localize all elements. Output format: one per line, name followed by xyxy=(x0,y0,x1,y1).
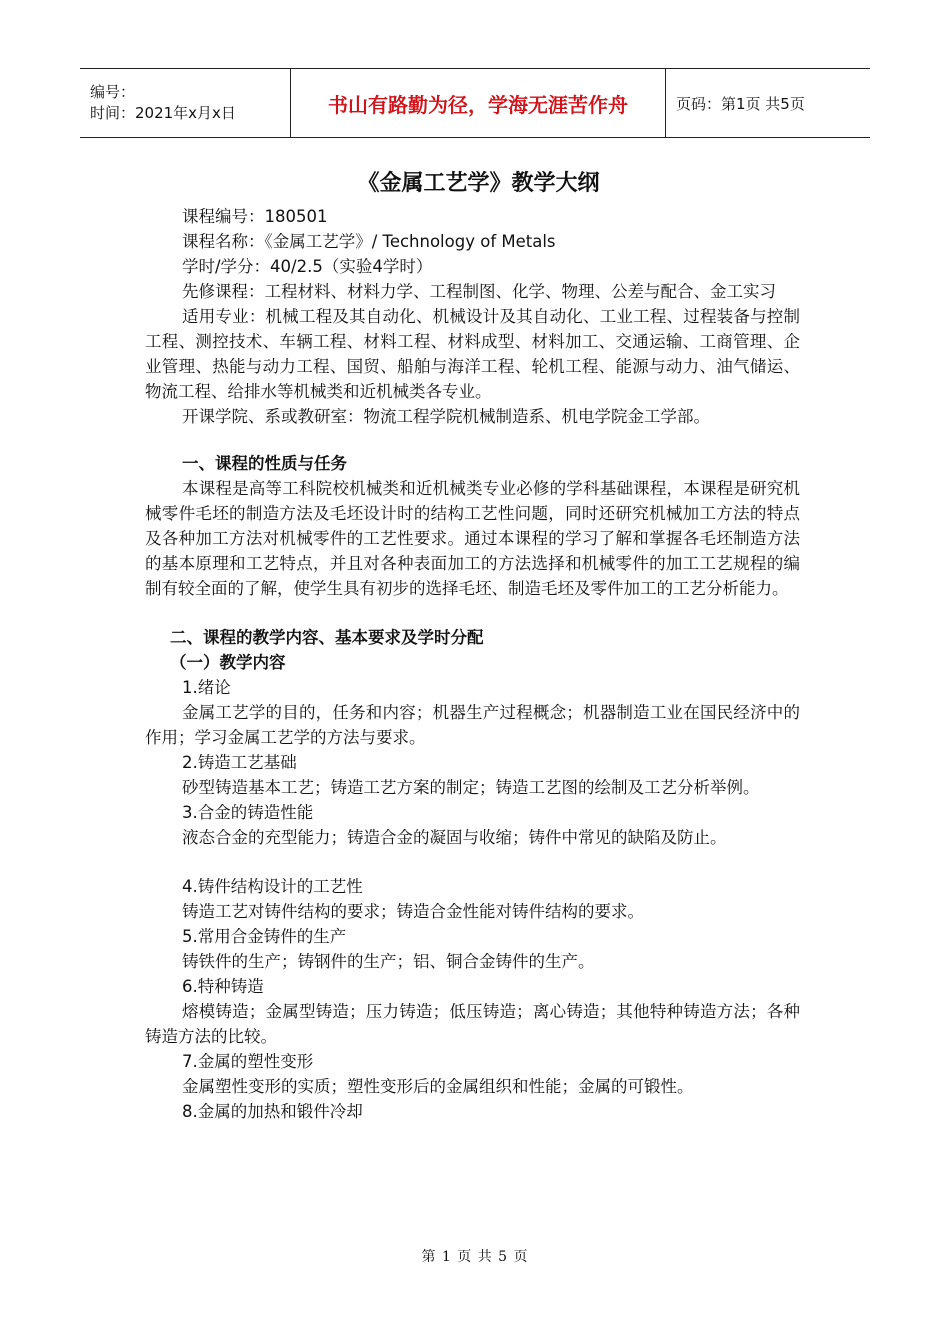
item-title: 7.金属的塑性变形 xyxy=(182,1052,314,1071)
item-body: 铸铁件的生产；铸钢件的生产；铝、铜合金铸件的生产。 xyxy=(182,952,595,971)
item-title: 4.铸件结构设计的工艺性 xyxy=(182,877,363,896)
item-title: 3.合金的铸造性能 xyxy=(182,803,314,822)
course-hours: 学时/学分：40/2.5（实验4学时） xyxy=(182,257,433,276)
item-body: 熔模铸造；金属型铸造；压力铸造；低压铸造；离心铸造；其他特种铸造方法；各种铸造方法的比较。 xyxy=(145,1002,800,1046)
course-majors: 适用专业：机械工程及其自动化、机械设计及其自动化、工业工程、过程装备与控制工程、测控技术、车辆工程、材料工程、材料成型、材料加工、交通运输、工商管理、企业管理、热能与动力工程、国贸、船舶与海洋工程、轮机工程、能源与动力、油气储运、物流工程、给排水等机械类和近机械类各专业。 xyxy=(145,307,800,401)
page-title: 《金属工艺学》教学大纲 xyxy=(357,171,600,196)
item-body: 砂型铸造基本工艺；铸造工艺方案的制定；铸造工艺图的绘制及工艺分析举例。 xyxy=(182,778,760,797)
item-title: 6.特种铸造 xyxy=(182,977,264,996)
header-left-cell xyxy=(80,69,291,137)
course-code: 课程编号：180501 xyxy=(182,207,328,226)
course-prerequisites: 先修课程：工程材料、材料力学、工程制图、化学、物理、公差与配合、金工实习 xyxy=(182,282,776,301)
item-title: 2.铸造工艺基础 xyxy=(182,753,297,772)
spacer xyxy=(145,429,800,451)
spacer xyxy=(145,850,800,874)
item-body: 液态合金的充型能力；铸造合金的凝固与收缩；铸件中常见的缺陷及防止。 xyxy=(182,828,727,847)
date-label: 时间：2021年x月x日 xyxy=(90,104,236,122)
item-body: 铸造工艺对铸件结构的要求；铸造合金性能对铸件结构的要求。 xyxy=(182,902,644,921)
section-heading-1: 一、课程的性质与任务 xyxy=(182,454,347,473)
header-page-label: 页码：第1页 共5页 xyxy=(676,94,805,113)
spacer xyxy=(145,601,800,625)
item-body: 金属工艺学的目的，任务和内容；机器生产过程概念；机器制造工业在国民经济中的作用；学习金属工艺学的方法与要求。 xyxy=(145,703,800,747)
item-title: 5.常用合金铸件的生产 xyxy=(182,927,347,946)
serial-label: 编号： xyxy=(90,83,136,101)
item-body: 金属塑性变形的实质；塑性变形后的金属组织和性能；金属的可锻性。 xyxy=(182,1077,694,1096)
page-header xyxy=(80,68,870,138)
item-title: 8.金属的加热和锻件冷却 xyxy=(182,1102,363,1121)
document-body xyxy=(145,168,800,1124)
section-body-1: 本课程是高等工科院校机械类和近机械类专业必修的学科基础课程，本课程是研究机械零件毛坯的制造方法及毛坯设计时的结构工艺性问题，同时还研究机械加工方法的特点及各种加工方法对机械零件的工艺性要求。通过本课程的学习了解和掌握各毛坯制造方法的基本原理和工艺特点，并且对各种表面加工的方法选择和机械零件的加工工艺规程的编制有较全面的了解，使学生具有初步的选择毛坯、制造毛坯及零件加工的工艺分析能力。 xyxy=(145,479,800,598)
subsection-heading: （一）教学内容 xyxy=(170,653,286,672)
header-motto: 书山有路勤为径，学海无涯苦作舟 xyxy=(291,69,666,137)
page-footer: 第 1 页 共 5 页 xyxy=(421,1249,529,1265)
course-department: 开课学院、系或教研室：物流工程学院机械制造系、机电学院金工学部。 xyxy=(182,407,710,426)
item-title: 1.绪论 xyxy=(182,678,231,697)
course-name: 课程名称：《金属工艺学》/ Technology of Metals xyxy=(182,232,556,251)
section-heading-2: 二、课程的教学内容、基本要求及学时分配 xyxy=(170,628,484,647)
